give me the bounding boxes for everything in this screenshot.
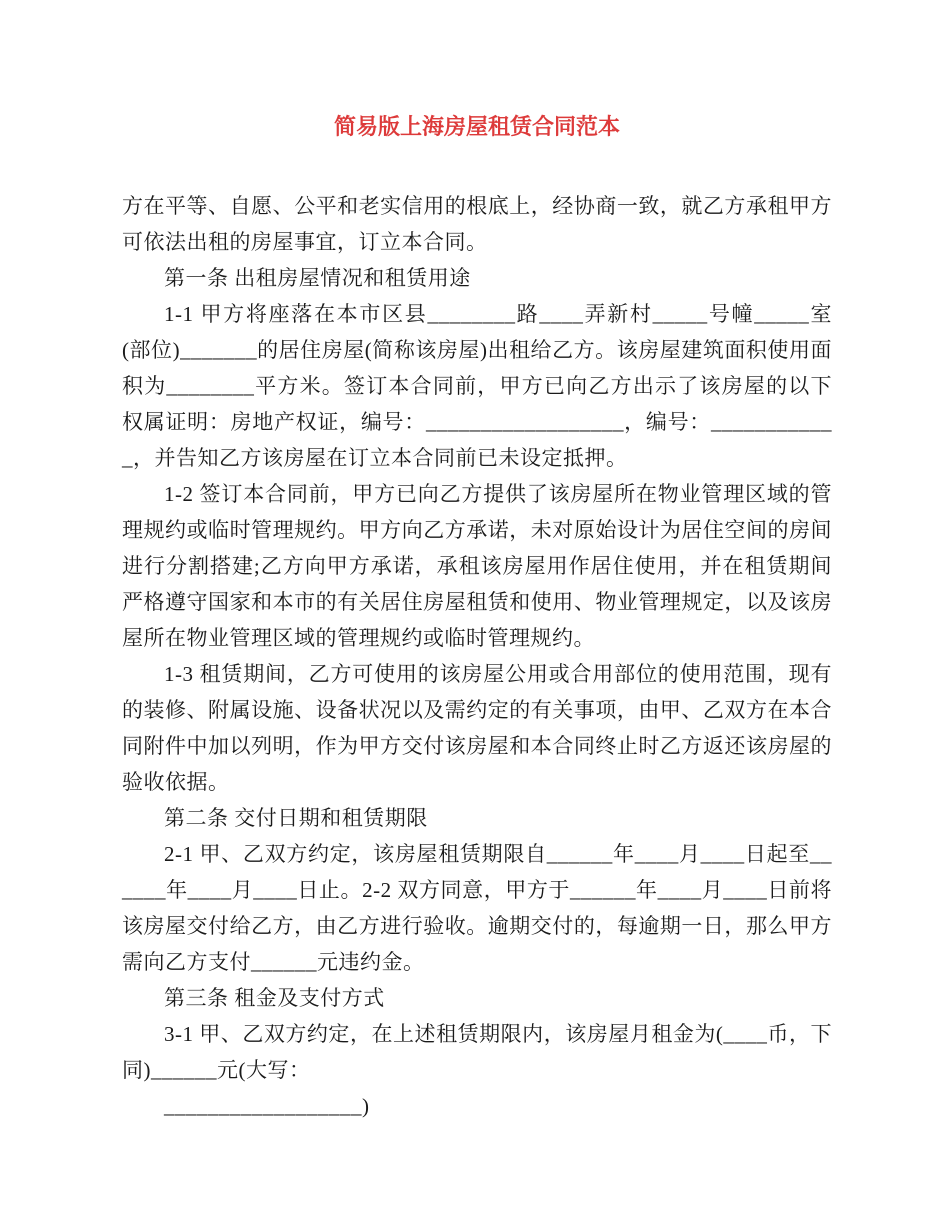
clause-3-1: 3-1 甲、乙双方约定，在上述租赁期限内，该房屋月租金为(____币，下同)______元(大写：: [122, 1022, 832, 1082]
document-title: 简易版上海房屋租赁合同范本: [333, 114, 620, 139]
heading-article-2: 第二条 交付日期和租赁期限: [164, 806, 428, 830]
heading-article-3: 第三条 租金及支付方式: [164, 986, 385, 1010]
heading-article-1: 第一条 出租房屋情况和租赁用途: [164, 266, 471, 290]
amount-in-words-blank: __________________): [164, 1094, 370, 1118]
paragraph-intro-continuation: 方在平等、自愿、公平和老实信用的根底上，经协商一致，就乙方承租甲方可依法出租的房屋事宜，订立本合同。: [122, 194, 832, 254]
clause-1-2: 1-2 签订本合同前，甲方已向乙方提供了该房屋所在物业管理区域的管理规约或临时管理规约。甲方向乙方承诺，未对原始设计为居住空间的房间进行分割搭建;乙方向甲方承诺，承租该房屋用作居住使用，并在租赁期间严格遵守国家和本市的有关居住房屋租赁和使用、物业管理规定，以及该房屋所在物业管理区域的管理规约或临时管理规约。: [122, 482, 832, 650]
clause-2-1-2-2: 2-1 甲、乙双方约定，该房屋租赁期限自______年____月____日起至______年____月____日止。2-2 双方同意，甲方于______年____月____日前将该房屋交付给乙方，由乙方进行验收。逾期交付的，每逾期一日，那么甲方需向乙方支付______元违约金。: [122, 842, 832, 974]
clause-1-3: 1-3 租赁期间，乙方可使用的该房屋公用或合用部位的使用范围，现有的装修、附属设施、设备状况以及需约定的有关事项，由甲、乙双方在本合同附件中加以列明，作为甲方交付该房屋和本合同终止时乙方返还该房屋的验收依据。: [122, 662, 832, 794]
clause-1-1: 1-1 甲方将座落在本市区县________路____弄新村_____号幢_____室(部位)_______的居住房屋(简称该房屋)出租给乙方。该房屋建筑面积使用面积为________平方米。签订本合同前，甲方已向乙方出示了该房屋的以下权属证明：房地产权证，编号：__________________，编号：____________，并告知乙方该房屋在订立本合同前已未设定抵押。: [122, 302, 832, 470]
